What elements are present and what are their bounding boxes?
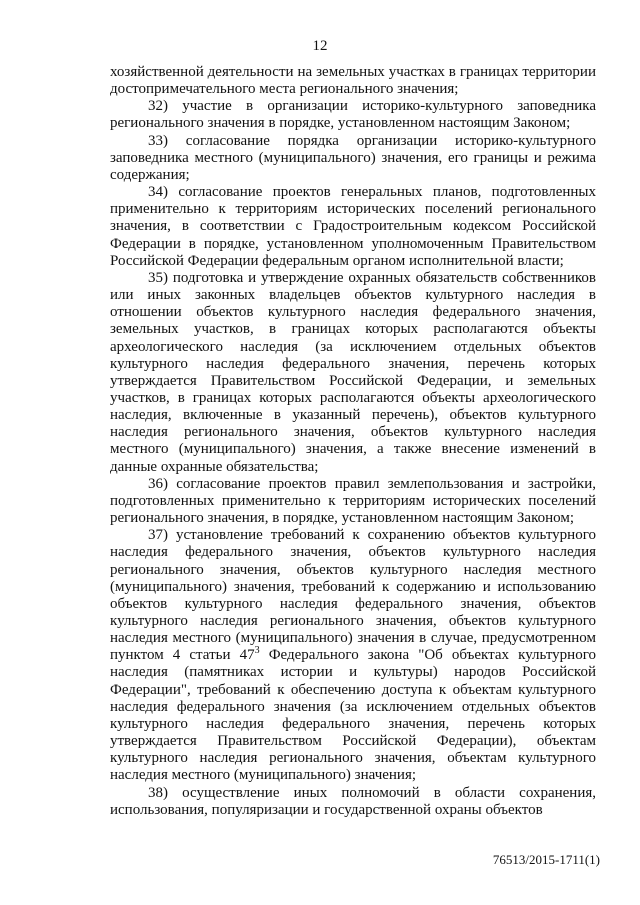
paragraph-37-text-start: 37) установление требований к сохранению объектов культурного наследия федерального значения, объектов культурного наследия регионального значения, объектов культурного наследия местного (муниципального) значения, требований к содержанию и использованию объектов культурного наследия федерального значения, объектов культурного наследия регионального значения, объектов культурного наследия местного (муниципального) значения в случае, предусмотренном пунктом 4 статьи 47 [110,527,596,664]
paragraph-34: 34) согласование проектов генеральных планов, подготовленных применительно к территориям исторических поселений регионального значения, в соответствии с Градостроительным кодексом Российской Федерации в порядке, установленном уполномоченным Правительством Российской Федерации федеральным органом исполнительной власти; [110,184,596,269]
document-registration-code: 76513/2015-1711(1) [492,852,600,867]
paragraph-36: 36) согласование проектов правил землепользования и застройки, подготовленных применительно к территориям исторических поселений регионального значения, в порядке, установленном настоящим Законом; [110,475,596,527]
paragraph-37 [110,527,596,784]
paragraph-35: 35) подготовка и утверждение охранных обязательств собственников или иных законных владельцев объектов культурного наследия в отношении объектов культурного наследия федерального значения, земельных участков, в границах которых располагаются объекты археологического наследия (за исключением отдельных объектов культурного наследия федерального значения, перечень которых утверждается Правительством Российской Федерации, и земельных участков, в границах которых располагаются объекты археологического наследия, включенные в указанный перечень), объектов культурного наследия регионального значения, объектов культурного наследия местного (муниципального) значения, а также внесение изменений в данные охранные обязательства; [110,269,596,475]
paragraph-31-continuation: хозяйственной деятельности на земельных участках в границах территории достопримечательного места регионального значения; [110,64,596,98]
paragraph-37-text-end: Федерального закона "Об объектах культурного наследия (памятниках истории и культуры) народов Российской Федерации", требований к обеспечению доступа к объектам культурного наследия федерального значения (за исключением отдельных объектов культурного наследия федерального значения, перечень которых утверждается Правительством Российской Федерации), объектам культурного наследия регионального значения, объектам культурного наследия местного (муниципального) значения; [110,647,596,784]
article-superscript: 3 [254,645,260,657]
document-body [110,64,596,819]
paragraph-33: 33) согласование порядка организации историко-культурного заповедника местного (муниципального) значения, его границы и режима содержания; [110,132,596,183]
paragraph-32: 32) участие в организации историко-культурного заповедника регионального значения в порядке, установленном настоящим Законом; [110,98,596,132]
paragraph-38: 38) осуществление иных полномочий в области сохранения, использования, популяризации и государственной охраны объектов [110,784,596,818]
page-number: 12 [312,38,328,54]
